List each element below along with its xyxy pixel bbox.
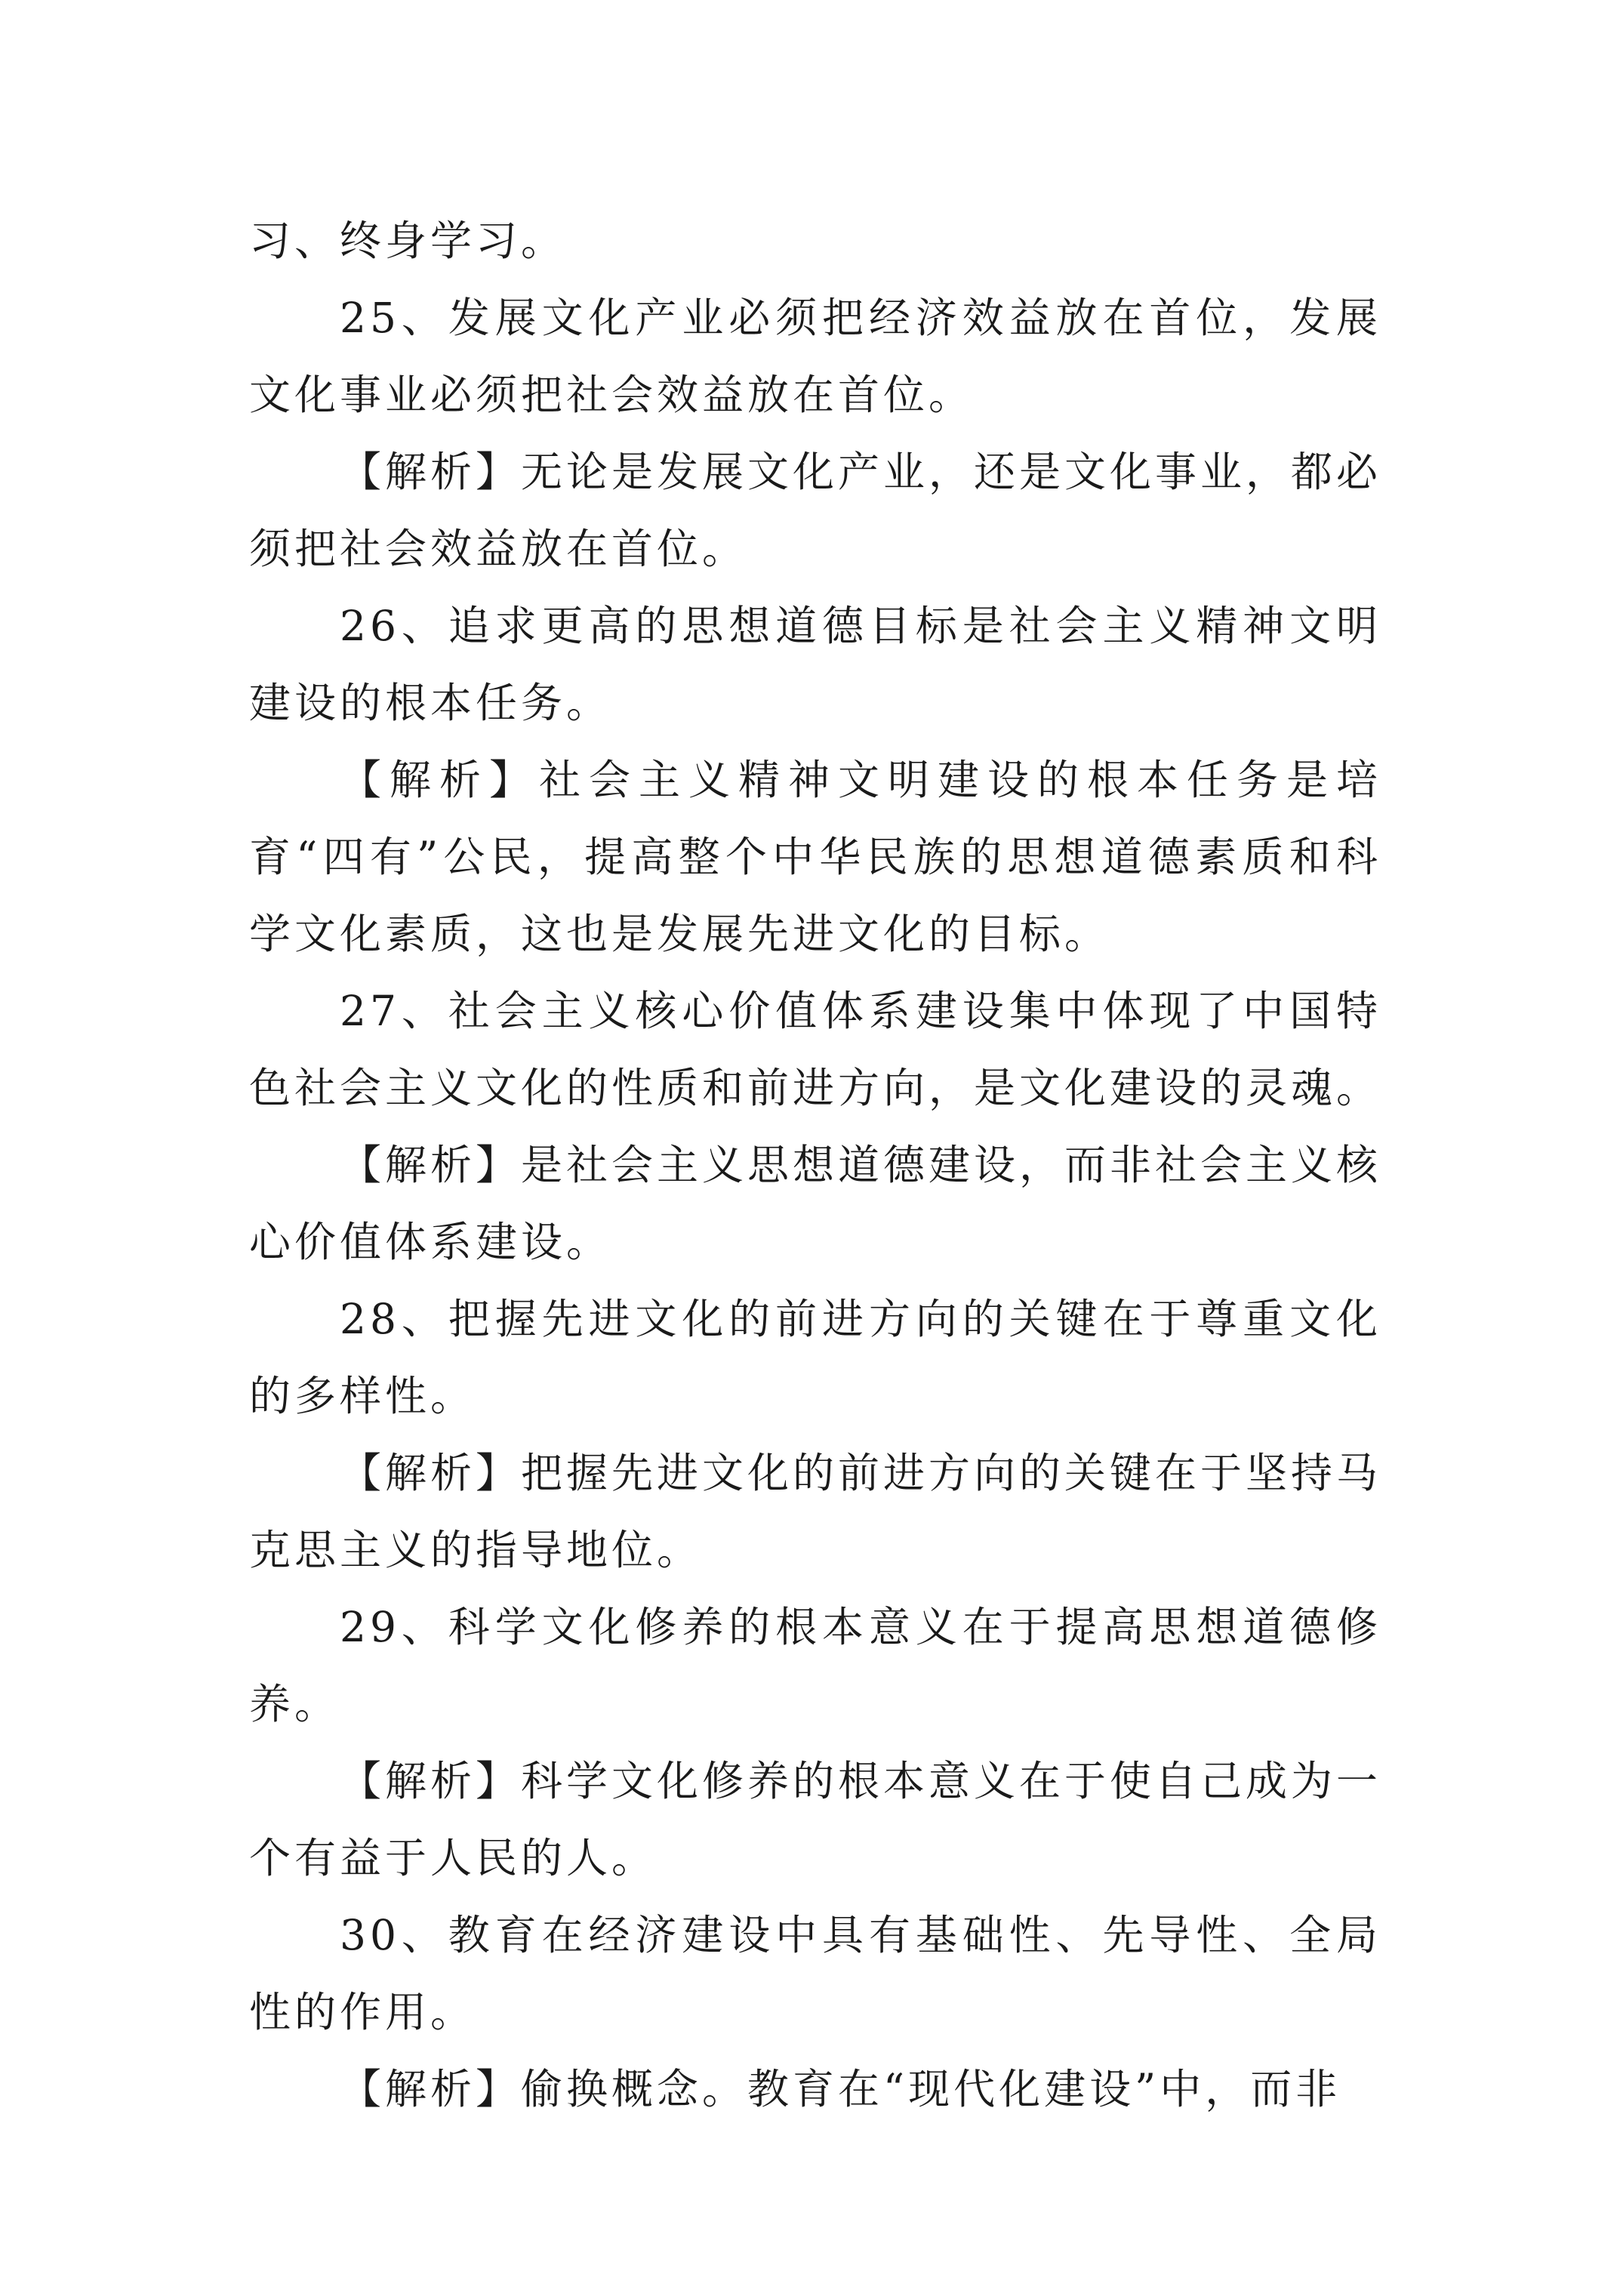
analysis-28: 【解析】把握先进文化的前进方向的关键在于坚持马克思主义的指导地位。	[249, 1449, 1382, 1574]
analysis-27: 【解析】是社会主义思想道德建设，而非社会主义核心价值体系建设。	[249, 1141, 1382, 1266]
question-30: 30、教育在经济建设中具有基础性、先导性、全局性的作用。	[249, 1911, 1381, 2036]
analysis-26: 【解析】社会主义精神文明建设的根本任务是培育“四有”公民，提高整个中华民族的思想道德素质和科学文化素质，这也是发展先进文化的目标。	[249, 756, 1381, 958]
question-27: 27、社会主义核心价值体系建设集中体现了中国特色社会主义文化的性质和前进方向，是文化建设的灵魂。	[249, 987, 1382, 1112]
question-25: 25、发展文化产业必须把经济效益放在首位，发展文化事业必须把社会效益放在首位。	[249, 294, 1381, 419]
analysis-30: 【解析】偷换概念。教育在“现代化建设”中，而非	[340, 2065, 1341, 2113]
document-body	[249, 202, 1381, 2128]
question-28: 28、把握先进文化的前进方向的关键在于尊重文化的多样性。	[249, 1295, 1381, 1420]
question-29: 29、科学文化修养的根本意义在于提高思想道德修养。	[249, 1603, 1381, 1728]
question-26: 26、追求更高的思想道德目标是社会主义精神文明建设的根本任务。	[249, 602, 1381, 727]
analysis-25: 【解析】无论是发展文化产业，还是文化事业，都必须把社会效益放在首位。	[249, 448, 1382, 573]
analysis-29: 【解析】科学文化修养的根本意义在于使自己成为一个有益于人民的人。	[249, 1757, 1382, 1882]
paragraph-continuation: 习、终身学习。	[249, 217, 567, 265]
